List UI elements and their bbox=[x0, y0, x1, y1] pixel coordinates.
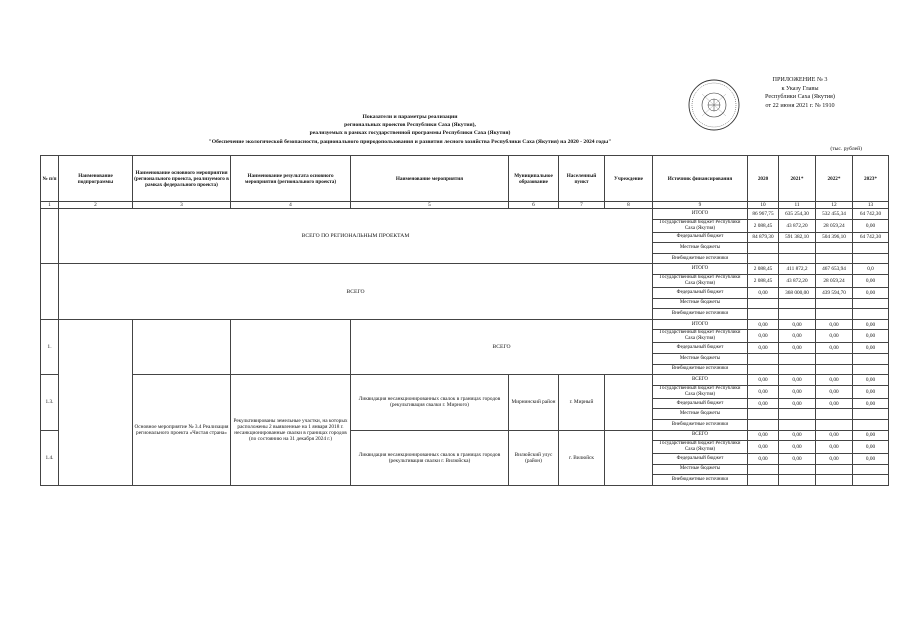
value-cell: 0,00 bbox=[779, 375, 816, 386]
value-cell: 368 000,00 bbox=[779, 287, 816, 298]
value-cell: 28 059,24 bbox=[816, 219, 853, 232]
colnum: 6 bbox=[509, 202, 559, 209]
value-cell: 0,00 bbox=[748, 398, 779, 409]
settlement-cell: г. Вилюйск bbox=[559, 430, 605, 485]
municipality-cell: Вилюйский улус (район) bbox=[509, 430, 559, 485]
value-cell bbox=[779, 253, 816, 264]
title-line-4: "Обеспечение экологической безопасности, рационального природопользования и развития лесного хозяйства Республики Саха (Якутия) на 2020 - 2024 годы" bbox=[208, 138, 612, 145]
value-cell: 0,00 bbox=[779, 398, 816, 409]
value-cell: 0,00 bbox=[748, 287, 779, 298]
source-state: Государственный бюджет Республики Саха (Якутия) bbox=[653, 441, 748, 454]
subprogram-cell bbox=[59, 319, 133, 485]
value-cell: 0,00 bbox=[779, 319, 816, 330]
value-cell: 0,00 bbox=[853, 343, 889, 354]
value-cell bbox=[748, 353, 779, 364]
value-cell bbox=[816, 309, 853, 320]
value-cell bbox=[853, 409, 889, 420]
value-cell bbox=[748, 364, 779, 375]
colnum: 11 bbox=[779, 202, 816, 209]
colnum: 10 bbox=[748, 202, 779, 209]
value-cell: 439 594,70 bbox=[816, 287, 853, 298]
value-cell: 0,00 bbox=[748, 441, 779, 454]
source-federal: Федеральный бюджет bbox=[653, 232, 748, 243]
value-cell bbox=[748, 464, 779, 475]
appendix-line-2: к Указу Главы bbox=[781, 84, 819, 92]
value-cell bbox=[816, 353, 853, 364]
row-num-empty bbox=[41, 209, 59, 264]
source-offbudget: Внебюджетные источники bbox=[653, 309, 748, 320]
institution-cell bbox=[605, 430, 653, 485]
header-source: Источник финансирования bbox=[653, 156, 748, 202]
value-cell bbox=[853, 253, 889, 264]
value-cell: 0,00 bbox=[816, 385, 853, 398]
activity-cell: Ликвидация несанкционированных свалок в границах городов (рекультивация свалки г. Мирного) bbox=[351, 375, 509, 430]
official-seal bbox=[687, 78, 741, 132]
value-cell bbox=[853, 309, 889, 320]
value-cell bbox=[816, 475, 853, 486]
value-cell bbox=[748, 253, 779, 264]
title-line-1: Показатели и параметры реализации bbox=[362, 114, 458, 120]
value-cell: 532 455,34 bbox=[816, 209, 853, 220]
value-cell bbox=[779, 243, 816, 254]
source-local: Местные бюджеты bbox=[653, 409, 748, 420]
value-cell: 0,00 bbox=[853, 319, 889, 330]
value-cell bbox=[748, 243, 779, 254]
block-one-label: ВСЕГО bbox=[351, 319, 653, 374]
source-offbudget: Внебюджетные источники bbox=[653, 364, 748, 375]
source-federal: Федеральный бюджет bbox=[653, 343, 748, 354]
value-cell: 28 059,24 bbox=[816, 274, 853, 287]
value-cell bbox=[748, 419, 779, 430]
value-cell: 0,00 bbox=[816, 454, 853, 465]
table-row bbox=[41, 319, 889, 330]
value-cell: 0,00 bbox=[853, 330, 889, 343]
value-cell bbox=[853, 298, 889, 309]
value-cell: 2 088,45 bbox=[748, 264, 779, 275]
value-cell bbox=[779, 298, 816, 309]
value-cell: 0,00 bbox=[816, 375, 853, 386]
header-2021: 2021* bbox=[779, 156, 816, 202]
value-cell: 0,00 bbox=[816, 319, 853, 330]
value-cell: 84 879,30 bbox=[748, 232, 779, 243]
value-cell: 411 872,2 bbox=[779, 264, 816, 275]
value-cell: 0,00 bbox=[779, 441, 816, 454]
source-local: Местные бюджеты bbox=[653, 353, 748, 364]
value-cell: 0,00 bbox=[853, 454, 889, 465]
table-row bbox=[41, 209, 889, 220]
result-cell: Рекультивированы земельные участки, на которых расположены 2 выявленные на 1 января 2018 г. несанкционированные свалки в границах городов (по состоянию на 31 декабря 2024 г.) bbox=[231, 375, 351, 486]
settlement-cell: г. Мирный bbox=[559, 375, 605, 430]
header-settlement: Населенный пункт bbox=[559, 156, 605, 202]
appendix-block bbox=[745, 76, 855, 110]
colnum: 9 bbox=[653, 202, 748, 209]
value-cell: 0,00 bbox=[853, 385, 889, 398]
value-cell: 0,00 bbox=[779, 430, 816, 441]
value-cell: 64 742,30 bbox=[853, 232, 889, 243]
institution-cell bbox=[605, 375, 653, 430]
value-cell bbox=[853, 353, 889, 364]
row-num: 1. bbox=[41, 319, 59, 374]
value-cell: 2 088,45 bbox=[748, 219, 779, 232]
header-row bbox=[41, 156, 889, 202]
value-cell bbox=[779, 475, 816, 486]
value-cell bbox=[816, 243, 853, 254]
value-cell bbox=[748, 475, 779, 486]
source-federal: Федеральный бюджет bbox=[653, 287, 748, 298]
value-cell: 0,00 bbox=[853, 398, 889, 409]
source-total: ВСЕГО bbox=[653, 430, 748, 441]
value-cell bbox=[816, 253, 853, 264]
document-title bbox=[150, 113, 670, 146]
source-offbudget: Внебюджетные источники bbox=[653, 419, 748, 430]
units-note: (тыс. рублей) bbox=[830, 146, 862, 152]
value-cell bbox=[779, 364, 816, 375]
source-state: Государственный бюджет Республики Саха (Якутия) bbox=[653, 330, 748, 343]
header-institution: Учреждение bbox=[605, 156, 653, 202]
value-cell: 0,00 bbox=[853, 441, 889, 454]
activity-cell: Ликвидация несанкционированных свалок в границах городов (рекультивация свалки г. Вилюйска) bbox=[351, 430, 509, 485]
value-cell bbox=[816, 364, 853, 375]
source-federal: Федеральный бюджет bbox=[653, 398, 748, 409]
table-row bbox=[41, 375, 889, 386]
source-local: Местные бюджеты bbox=[653, 298, 748, 309]
value-cell: 467 653,94 bbox=[816, 264, 853, 275]
value-cell bbox=[748, 409, 779, 420]
value-cell: 0,00 bbox=[816, 398, 853, 409]
value-cell: 0,00 bbox=[779, 330, 816, 343]
value-cell: 0,00 bbox=[853, 430, 889, 441]
value-cell bbox=[853, 364, 889, 375]
row-num-empty bbox=[41, 264, 59, 319]
source-offbudget: Внебюджетные источники bbox=[653, 253, 748, 264]
row-num: 1.3. bbox=[41, 375, 59, 430]
source-federal: Федеральный бюджет bbox=[653, 454, 748, 465]
value-cell: 0,00 bbox=[853, 287, 889, 298]
value-cell bbox=[816, 419, 853, 430]
colnum: 5 bbox=[351, 202, 509, 209]
colnum: 4 bbox=[231, 202, 351, 209]
value-cell bbox=[779, 353, 816, 364]
value-cell: 64 742,30 bbox=[853, 209, 889, 220]
colnum: 12 bbox=[816, 202, 853, 209]
value-cell: 504 396,10 bbox=[816, 232, 853, 243]
colnum: 3 bbox=[133, 202, 231, 209]
value-cell: 0,00 bbox=[748, 343, 779, 354]
source-total: ВСЕГО bbox=[653, 375, 748, 386]
appendix-line-1: ПРИЛОЖЕНИЕ № 3 bbox=[772, 76, 828, 83]
value-cell: 591 382,10 bbox=[779, 232, 816, 243]
appendix-line-4: от 22 июня 2021 г. № 1910 bbox=[765, 101, 835, 109]
source-local: Местные бюджеты bbox=[653, 243, 748, 254]
title-line-2: региональных проектов Республики Саха (Якутия), bbox=[344, 122, 476, 129]
header-event: Наименование основного мероприятия (регионального проекта, реализуемого в рамках федерального проекта) bbox=[133, 156, 231, 202]
header-2023: 2023* bbox=[853, 156, 889, 202]
source-state: Государственный бюджет Республики Саха (Якутия) bbox=[653, 219, 748, 232]
header-subprogram: Наименование подпрограммы bbox=[59, 156, 133, 202]
row-num: 1.4. bbox=[41, 430, 59, 485]
value-cell bbox=[816, 409, 853, 420]
source-total: ИТОГО bbox=[653, 319, 748, 330]
value-cell: 0,00 bbox=[853, 274, 889, 287]
value-cell: 43 872,20 bbox=[779, 274, 816, 287]
value-cell bbox=[748, 309, 779, 320]
value-cell: 0,00 bbox=[816, 343, 853, 354]
value-cell: 43 872,20 bbox=[779, 219, 816, 232]
source-state: Государственный бюджет Республики Саха (Якутия) bbox=[653, 385, 748, 398]
value-cell: 0,00 bbox=[748, 319, 779, 330]
column-number-row bbox=[41, 202, 889, 209]
event-cell-empty bbox=[133, 319, 231, 374]
value-cell: 0,00 bbox=[816, 441, 853, 454]
value-cell bbox=[816, 464, 853, 475]
colnum: 2 bbox=[59, 202, 133, 209]
value-cell bbox=[779, 309, 816, 320]
value-cell: 0,00 bbox=[748, 454, 779, 465]
value-cell: 0,00 bbox=[748, 385, 779, 398]
parameters-table bbox=[40, 155, 889, 486]
colnum: 13 bbox=[853, 202, 889, 209]
source-state: Государственный бюджет Республики Саха (Якутия) bbox=[653, 274, 748, 287]
table-row bbox=[41, 264, 889, 275]
source-total: ИТОГО bbox=[653, 264, 748, 275]
value-cell: 0,00 bbox=[816, 430, 853, 441]
header-2022: 2022* bbox=[816, 156, 853, 202]
value-cell bbox=[779, 419, 816, 430]
header-2020: 2020 bbox=[748, 156, 779, 202]
source-offbudget: Внебюджетные источники bbox=[653, 475, 748, 486]
value-cell: 0,00 bbox=[853, 219, 889, 232]
value-cell: 0,00 bbox=[748, 375, 779, 386]
value-cell: 2 088,45 bbox=[748, 274, 779, 287]
value-cell: 0,00 bbox=[853, 375, 889, 386]
value-cell: 0,00 bbox=[816, 330, 853, 343]
value-cell: 0,00 bbox=[779, 454, 816, 465]
value-cell bbox=[853, 243, 889, 254]
source-local: Местные бюджеты bbox=[653, 464, 748, 475]
value-cell bbox=[853, 419, 889, 430]
value-cell: 0,00 bbox=[748, 430, 779, 441]
value-cell: 0,00 bbox=[748, 330, 779, 343]
value-cell bbox=[853, 475, 889, 486]
block-regional-label: ВСЕГО ПО РЕГИОНАЛЬНЫМ ПРОЕКТАМ bbox=[59, 209, 653, 264]
block-all-label: ВСЕГО bbox=[59, 264, 653, 319]
colnum: 8 bbox=[605, 202, 653, 209]
value-cell bbox=[816, 298, 853, 309]
value-cell bbox=[779, 464, 816, 475]
header-municipality: Муниципальное образование bbox=[509, 156, 559, 202]
colnum: 7 bbox=[559, 202, 605, 209]
value-cell: 0,00 bbox=[779, 385, 816, 398]
header-result: Наименование результата основного мероприятия (регионального проекта) bbox=[231, 156, 351, 202]
value-cell: 0,00 bbox=[779, 343, 816, 354]
title-line-3: реализуемых в рамках государственной программы Республики Саха (Якутия) bbox=[309, 130, 511, 137]
value-cell: 86 967,75 bbox=[748, 209, 779, 220]
value-cell: 635 254,30 bbox=[779, 209, 816, 220]
header-num: № п/п bbox=[41, 156, 59, 202]
source-total: ИТОГО bbox=[653, 209, 748, 220]
value-cell: 0,0 bbox=[853, 264, 889, 275]
value-cell bbox=[748, 298, 779, 309]
value-cell bbox=[853, 464, 889, 475]
colnum: 1 bbox=[41, 202, 59, 209]
appendix-line-3: Республики Саха (Якутия) bbox=[765, 93, 835, 101]
value-cell bbox=[779, 409, 816, 420]
event-cell: Основное мероприятие № 3.4 Реализация регионального проекта «Чистая страна» bbox=[133, 375, 231, 486]
header-activity: Наименование мероприятия bbox=[351, 156, 509, 202]
municipality-cell: Мирнинский район bbox=[509, 375, 559, 430]
result-cell-empty bbox=[231, 319, 351, 374]
